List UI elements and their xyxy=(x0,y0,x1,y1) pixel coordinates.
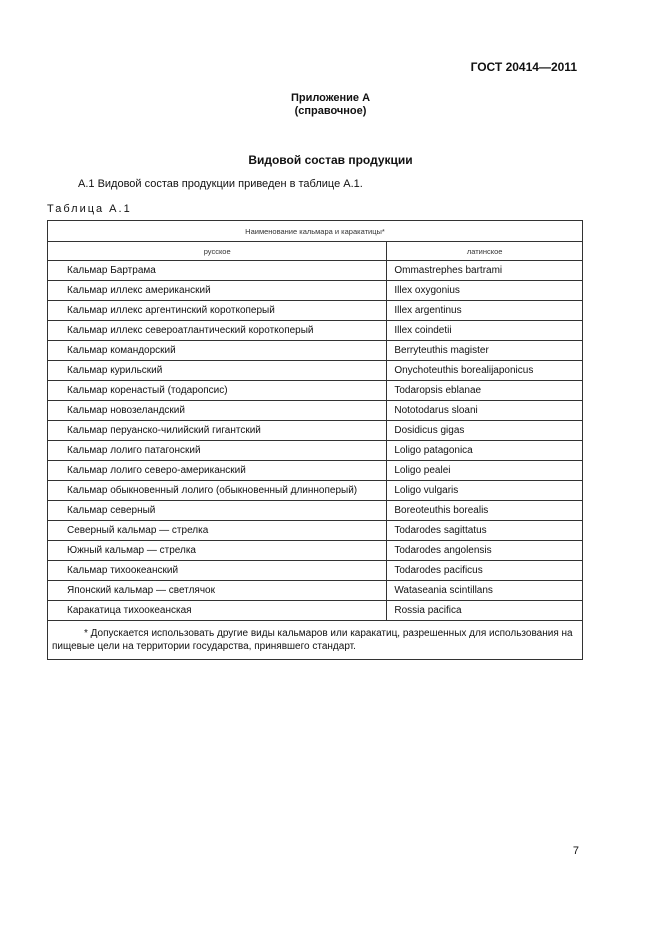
table-row xyxy=(48,281,583,301)
species-name-russian: Кальмар тихоокеанский xyxy=(48,561,387,581)
appendix-heading xyxy=(0,92,661,118)
table-label: Таблица А.1 xyxy=(47,203,132,215)
table-row xyxy=(48,541,583,561)
species-name-russian: Кальмар иллекс североатлантический короткоперый xyxy=(48,321,387,341)
species-name-russian: Кальмар иллекс аргентинский короткоперый xyxy=(48,301,387,321)
species-name-russian: Кальмар курильский xyxy=(48,361,387,381)
species-name-latin: Loligo vulgaris xyxy=(387,481,583,501)
species-name-latin: Nototodarus sloani xyxy=(387,401,583,421)
table-row xyxy=(48,481,583,501)
species-name-russian: Кальмар командорский xyxy=(48,341,387,361)
table-row xyxy=(48,521,583,541)
species-name-russian: Южный кальмар — стрелка xyxy=(48,541,387,561)
species-name-latin: Dosidicus gigas xyxy=(387,421,583,441)
species-name-russian: Кальмар Бартрама xyxy=(48,261,387,281)
species-name-latin: Todaropsis eblanae xyxy=(387,381,583,401)
species-name-russian: Японский кальмар — светлячок xyxy=(48,581,387,601)
appendix-subtitle: (справочное) xyxy=(294,105,367,117)
species-name-latin: Rossia pacifica xyxy=(387,601,583,621)
species-name-latin: Illex coindetii xyxy=(387,321,583,341)
standard-code: ГОСТ 20414—2011 xyxy=(470,60,577,74)
table-row xyxy=(48,401,583,421)
species-name-russian: Кальмар лолиго северо-американский xyxy=(48,461,387,481)
table-row xyxy=(48,321,583,341)
table-row xyxy=(48,441,583,461)
species-name-latin: Onychoteuthis borealijaponicus xyxy=(387,361,583,381)
appendix-title: Приложение А xyxy=(290,92,371,104)
table-row xyxy=(48,341,583,361)
table-row xyxy=(48,361,583,381)
species-name-latin: Berryteuthis magister xyxy=(387,341,583,361)
species-name-latin: Illex argentinus xyxy=(387,301,583,321)
table-row xyxy=(48,381,583,401)
species-name-russian: Кальмар обыкновенный лолиго (обыкновенный длинноперый) xyxy=(48,481,387,501)
table-row xyxy=(48,301,583,321)
species-name-russian: Кальмар коренастый (тодаропсис) xyxy=(48,381,387,401)
table-header-row xyxy=(48,221,583,242)
species-name-russian: Кальмар северный xyxy=(48,501,387,521)
species-name-latin: Todarodes sagittatus xyxy=(387,521,583,541)
table-row xyxy=(48,421,583,441)
column-header-latin: латинское xyxy=(387,242,583,261)
section-title: Видовой состав продукции xyxy=(248,153,413,167)
table-subheader-row xyxy=(48,242,583,261)
table-footnote xyxy=(48,621,583,660)
page-number: 7 xyxy=(572,845,579,857)
species-name-latin: Ommastrephes bartrami xyxy=(387,261,583,281)
footnote-text: * Допускается использовать другие виды кальмаров или каракатиц, разрешенных для использования на пищевые цели на территории государства, принявшего стандарт. xyxy=(52,628,573,652)
species-name-latin: Boreoteuthis borealis xyxy=(387,501,583,521)
table-row xyxy=(48,581,583,601)
species-table xyxy=(47,220,583,660)
species-name-latin: Loligo pealei xyxy=(387,461,583,481)
table-header: Наименование кальмара и каракатицы* xyxy=(48,221,583,242)
table-row xyxy=(48,501,583,521)
table-row xyxy=(48,261,583,281)
species-name-russian: Кальмар иллекс американский xyxy=(48,281,387,301)
species-name-russian: Кальмар лолиго патагонский xyxy=(48,441,387,461)
species-name-latin: Wataseania scintillans xyxy=(387,581,583,601)
table-row xyxy=(48,561,583,581)
species-name-latin: Todarodes pacificus xyxy=(387,561,583,581)
species-name-russian: Северный кальмар — стрелка xyxy=(48,521,387,541)
table-footnote-row xyxy=(48,621,583,660)
species-name-russian: Кальмар новозеландский xyxy=(48,401,387,421)
column-header-russian: русское xyxy=(48,242,387,261)
table-row xyxy=(48,601,583,621)
species-name-russian: Кальмар перуанско-чилийский гигантский xyxy=(48,421,387,441)
species-name-russian: Каракатица тихоокеанская xyxy=(48,601,387,621)
species-name-latin: Illex oxygonius xyxy=(387,281,583,301)
species-name-latin: Todarodes angolensis xyxy=(387,541,583,561)
intro-paragraph: А.1 Видовой состав продукции приведен в таблице А.1. xyxy=(78,178,363,190)
table-row xyxy=(48,461,583,481)
species-name-latin: Loligo patagonica xyxy=(387,441,583,461)
